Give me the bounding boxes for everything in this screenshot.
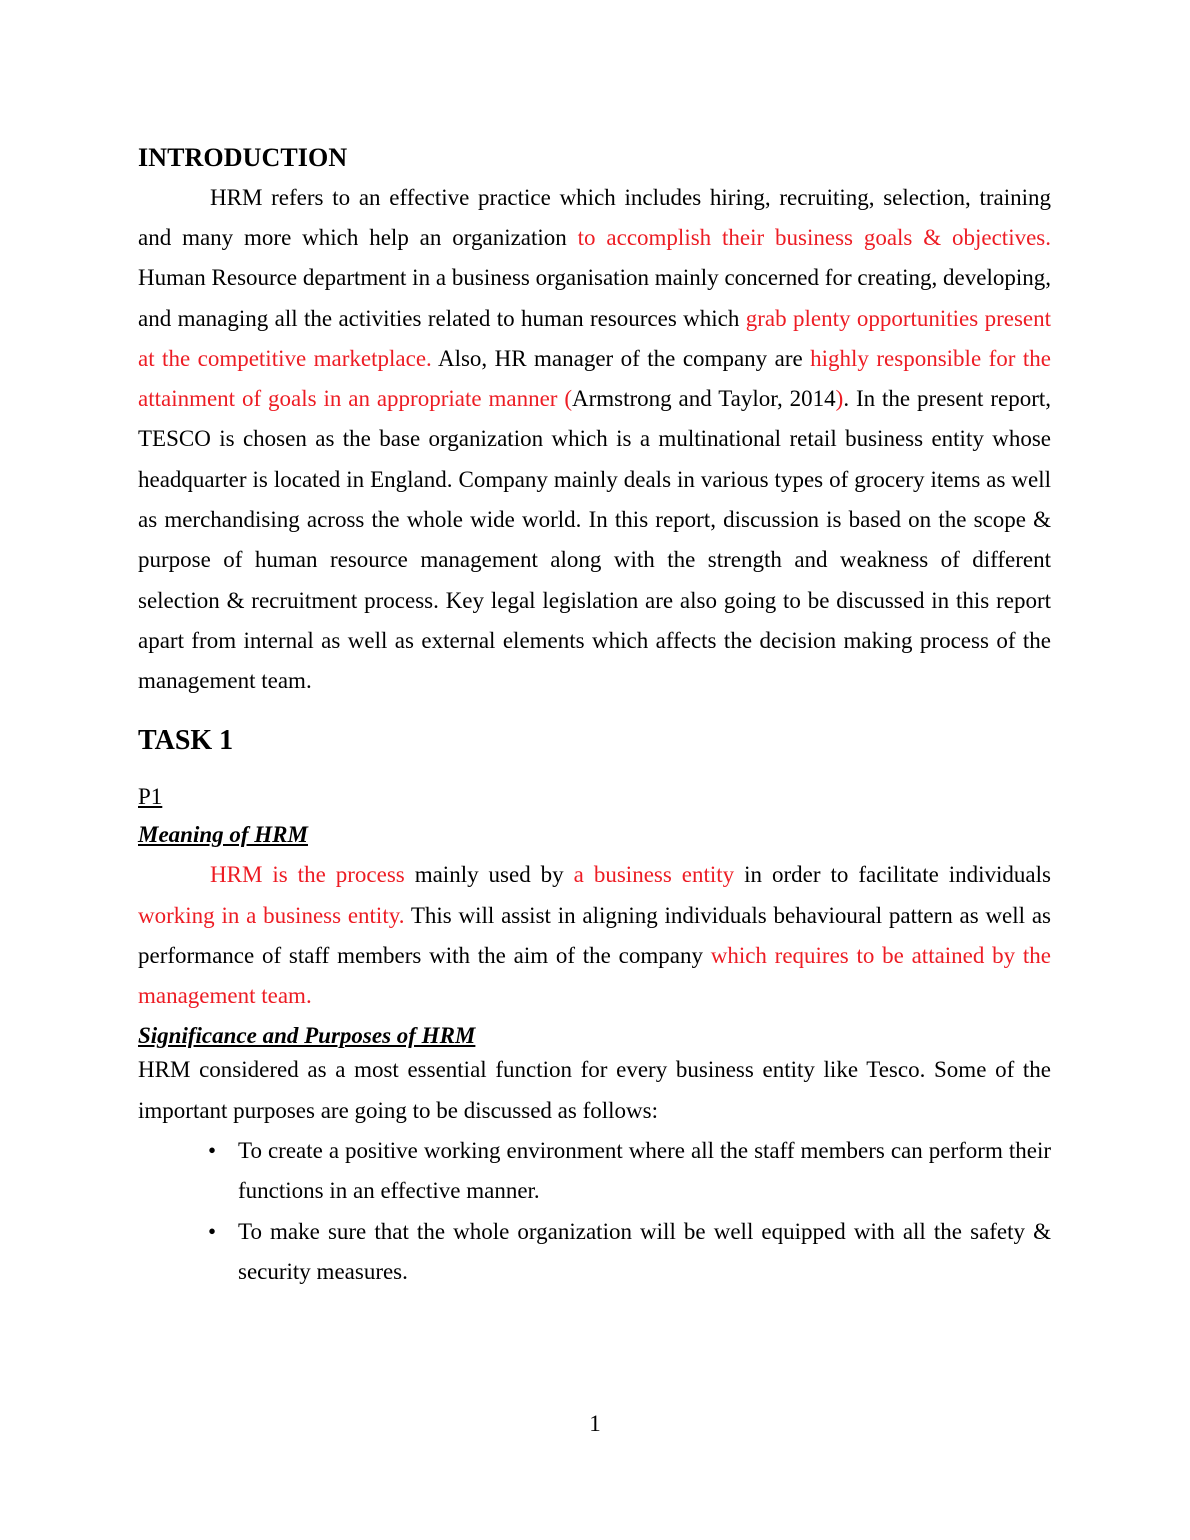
intro-run-8: . In the present report, TESCO is chosen as the base organization which is a multinational retail business entity whose headquarter is located in England. Company mainly deals in various types of grocery items as well as merchandising across the whole wide world. In this report, discussion is based on the scope & purpose of human resource management along with the strength and weakness of different selection & recruitment process. Key legal legislation are also going to be discussed in this report apart from internal as well as external elements which affects the decision making process of the management team.: [138, 386, 1052, 694]
intro-run-3: grab plenty opportunities present at the competitive marketplace.: [138, 305, 1051, 371]
page-number: 1: [589, 1411, 601, 1436]
heading-introduction: INTRODUCTION: [138, 143, 348, 172]
list-item: [208, 1212, 1051, 1293]
intro-run-4: Also, HR manager of the company are: [431, 345, 811, 371]
meaning-run-0: HRM is the process: [210, 862, 405, 888]
bullet-marker-icon: •: [208, 1138, 217, 1163]
bullet-marker-icon: •: [208, 1218, 217, 1244]
intro-run-0: HRM refers to an effective practice which includes hiring, recruiting, selection, training and many more which help an organization: [138, 184, 1051, 250]
paragraph-significance: HRM considered as a most essential function for every business entity like Tesco. Some of the important purposes are going to be discussed as follows:: [138, 1057, 1051, 1123]
intro-run-1: to accomplish their business goals & objectives.: [577, 224, 1051, 250]
heading-p1-label: P1: [138, 784, 163, 810]
heading-meaning-of-hrm: Meaning of HRM: [138, 821, 308, 847]
meaning-run-4: working in a business entity.: [138, 902, 405, 928]
heading-task-1: TASK 1: [138, 724, 234, 756]
intro-run-2: Human Resource department in a business organisation mainly concerned for creating, developing, and managing all the activities related to human resources which: [138, 265, 1051, 331]
intro-run-6-citation: Armstrong and Taylor, 2014: [572, 386, 836, 412]
meaning-run-5: This will assist in aligning individuals behavioural pattern as well as performance of staff members with the aim of the company: [138, 902, 1051, 969]
meaning-run-3: in order to facilitate individuals: [734, 862, 1051, 888]
meaning-run-1: mainly used by: [404, 862, 574, 888]
purposes-bullet-list: [138, 1131, 1051, 1292]
heading-significance-and-purposes: Significance and Purposes of HRM: [138, 1022, 476, 1048]
meaning-run-6: which requires to be attained by the management team.: [138, 943, 1051, 1009]
list-item: [208, 1131, 1051, 1212]
heading-p1: [138, 783, 1051, 811]
paragraph-meaning-of-hrm: [138, 855, 1051, 1016]
meaning-run-2: a business entity: [573, 862, 735, 888]
page-content: [138, 143, 1051, 1292]
list-item-text: To create a positive working environment where all the staff members can perform their functions in an effective manner.: [238, 1138, 1051, 1204]
intro-run-7: ): [835, 386, 844, 412]
intro-run-5: highly responsible for the attainment of goals in an appropriate manner (: [138, 345, 1051, 412]
paragraph-introduction: [138, 178, 1051, 702]
list-item-text: To make sure that the whole organization will be well equipped with all the safety & security measures.: [238, 1218, 1051, 1284]
